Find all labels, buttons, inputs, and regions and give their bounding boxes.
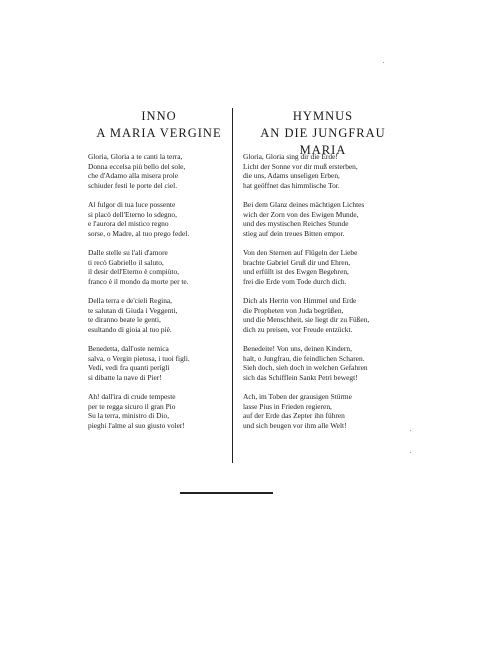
- verse-line: wich der Zorn von des Ewigen Munde,: [243, 209, 359, 219]
- verse-line: salva, o Vergin pietosa, i tuoi figli.: [88, 353, 190, 363]
- verse-line: Benedeite! Von uns, deinen Kindern,: [243, 344, 352, 353]
- italian-title-line-2: A MARIA VERGINE: [96, 126, 222, 140]
- italian-title-line-1: INNO: [141, 109, 177, 123]
- verse-line: und erfüllt ist des Ewgen Begehren,: [243, 267, 349, 276]
- stanza: [243, 344, 369, 382]
- verse-line: Gloria, Gloria sing dir die Erde!: [243, 152, 338, 161]
- stanza: [88, 248, 190, 286]
- verse-line: Ah! dall'ira di crude tempeste: [88, 392, 176, 401]
- verse-line: stieg auf dein treues Bitten empor.: [243, 228, 345, 238]
- verse-line: te diranno beate le genti,: [88, 315, 161, 324]
- verse-line: auf der Erde das Zepter ihn führen: [243, 411, 345, 420]
- stanza: [243, 296, 369, 334]
- stanza: [243, 392, 369, 430]
- verse-line: pieghi l'alme al suo giusto voler!: [88, 420, 185, 430]
- verse-line: il desir dell'Eterno è compiùto,: [88, 267, 180, 276]
- verse-line: ti recò Gabriello il saluto,: [88, 257, 164, 267]
- verse-line: hat geöffnet das himmlische Tor.: [243, 180, 340, 190]
- verse-line: die Propheten von Juda begrüßen,: [243, 305, 344, 315]
- verse-line: Della terra e de'cieli Regina,: [88, 296, 173, 305]
- stanza: [88, 392, 190, 430]
- verse-line: sorse, o Madre, al tuo prego fedel.: [88, 228, 190, 238]
- verse-line: Sieh doch, sieh doch in welchen Gefahren: [243, 363, 368, 372]
- stanza: [88, 344, 190, 382]
- stanza: [88, 152, 190, 190]
- verse-line: und sich beugen vor ihm alle Welt!: [243, 420, 347, 430]
- verse-line: Ach, im Toben der grausigen Stürme: [243, 392, 352, 401]
- verse-line: Donna eccelsa più bello del sole,: [88, 161, 186, 171]
- german-title-line-2: AN DIE JUNGFRAU MARIA: [260, 126, 386, 157]
- verse-line: lasse Pius in Frieden regieren,: [243, 401, 332, 411]
- stanza: [243, 248, 369, 286]
- page-speck: [410, 430, 411, 431]
- german-title-line-1: HYMNUS: [292, 109, 354, 123]
- stanza: [243, 200, 369, 238]
- closing-rule: [180, 492, 273, 494]
- verse-line: che d'Adamo alla misera prole: [88, 171, 178, 180]
- verse-line: si placò dell'Eterno lo sdegno,: [88, 209, 177, 219]
- verse-line: te salutan di Giuda i Veggenti,: [88, 305, 178, 315]
- verse-line: und des mystischen Reiches Stunde: [243, 219, 349, 228]
- verse-line: Dalle stelle su l'ali d'amore: [88, 248, 168, 257]
- german-hymn-column: [243, 108, 403, 430]
- verse-line: franco è il mondo da morte per te.: [88, 276, 189, 286]
- page-speck: [383, 62, 384, 63]
- verse-line: Von den Sternen auf Flügeln der Liebe: [243, 248, 358, 257]
- verse-line: Bei dem Glanz deines mächtigen Lichtes: [243, 200, 365, 209]
- verse-line: brachte Gabriel Gruß dir und Ehren,: [243, 257, 351, 267]
- column-divider: [232, 108, 233, 463]
- verse-line: esultando di gioia al tuo piè.: [88, 324, 172, 334]
- stanza: [243, 152, 369, 190]
- verse-line: Su la terra, ministro di Dio,: [88, 411, 170, 420]
- verse-line: Benedetta, dall'oste nemica: [88, 344, 169, 353]
- stanza: [88, 200, 190, 238]
- verse-line: per te regga sicuro il gran Pio: [88, 401, 176, 411]
- verse-line: frei die Erde vom Tode durch dich.: [243, 276, 347, 286]
- italian-stanzas: [88, 152, 190, 440]
- verse-line: die uns, Adams unseligen Erben,: [243, 171, 340, 180]
- german-stanzas: [243, 152, 369, 440]
- verse-line: sich das Schifflein Sankt Petri bewegt!: [243, 372, 358, 382]
- verse-line: halt, o Jungfrau, die feindlichen Scharen.: [243, 353, 365, 363]
- verse-line: Licht der Sonne vor dir muß ersterben,: [243, 161, 358, 171]
- verse-line: schiuder festi le porte del ciel.: [88, 180, 178, 190]
- verse-line: dich zu preisen, vor Freude entzückt.: [243, 324, 353, 334]
- verse-line: und die Menschheit, sie liegt dir zu Füßen,: [243, 315, 370, 324]
- stanza: [88, 296, 190, 334]
- verse-line: Gloria, Gloria a te canti la terra,: [88, 152, 183, 161]
- verse-line: e l'aurora del mistico regno: [88, 219, 169, 228]
- verse-line: Dich als Herrin von Himmel und Erde: [243, 296, 357, 305]
- verse-line: si dibatte la nave di Pier!: [88, 372, 162, 382]
- page-speck: [410, 452, 411, 453]
- verse-line: Vedi, vedi fra quanti perigli: [88, 363, 170, 372]
- verse-line: Al fulgor di tua luce possente: [88, 200, 176, 209]
- italian-hymn-column: [88, 108, 230, 430]
